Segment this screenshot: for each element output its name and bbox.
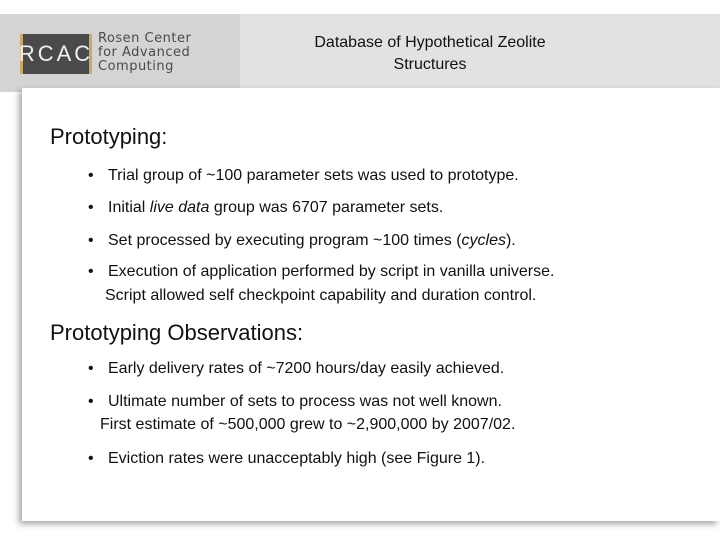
bullet-dot: • [88,450,94,467]
section-heading-observations: Prototyping Observations: [50,320,304,345]
slide-title [260,32,600,76]
bullet-text-emphasis: cycles [461,232,506,249]
bullet-text: Eviction rates were unacceptably high (see Figure 1). [108,450,486,467]
bullet-item [88,260,554,284]
title-line-2: Structures [393,56,467,73]
bullet-item [88,357,504,381]
bullet-text: Early delivery rates of ~7200 hours/day easily achieved. [108,360,505,377]
logo-line-2: for Advanced [98,45,191,60]
bullet-dot: • [88,199,94,216]
bullet-text-pre: Set processed by executing program ~100 times ( [108,232,462,249]
bullet-text-line-2: Script allowed self checkpoint capability and duration control. [105,287,537,304]
rcac-logo [20,30,200,78]
logo-line-3: Computing [98,59,174,74]
bullet-dot: • [88,393,94,410]
bullet-text-line-1: Execution of application performed by script in vanilla universe. [108,263,555,280]
bullet-item [88,447,485,471]
bullet-item [88,229,516,253]
bullet-dot: • [88,360,94,377]
bullet-text: Trial group of ~100 parameter sets was used to prototype. [108,167,519,184]
bullet-text-post: group was 6707 parameter sets. [209,199,444,216]
bullet-dot: • [88,263,94,280]
bullet-dot: • [88,167,94,184]
bullet-item [88,390,502,414]
bullet-text-line-2: First estimate of ~500,000 grew to ~2,900,000 by 2007/02. [100,416,516,433]
bullet-text-pre: Initial [108,199,150,216]
bullet-item [88,164,519,188]
logo-text [98,32,208,74]
bullet-text-line-1: Ultimate number of sets to process was not well known. [108,393,502,410]
bullet-dot: • [88,232,94,249]
logo-line-1: Rosen Center [98,31,192,46]
bullet-item [88,196,443,220]
title-line-1: Database of Hypothetical Zeolite [314,34,546,51]
bullet-text-post: ). [505,232,516,249]
bullet-text-emphasis: live data [149,199,210,216]
section-heading-prototyping: Prototyping: [50,124,168,149]
logo-abbr: RCAC [20,34,92,74]
